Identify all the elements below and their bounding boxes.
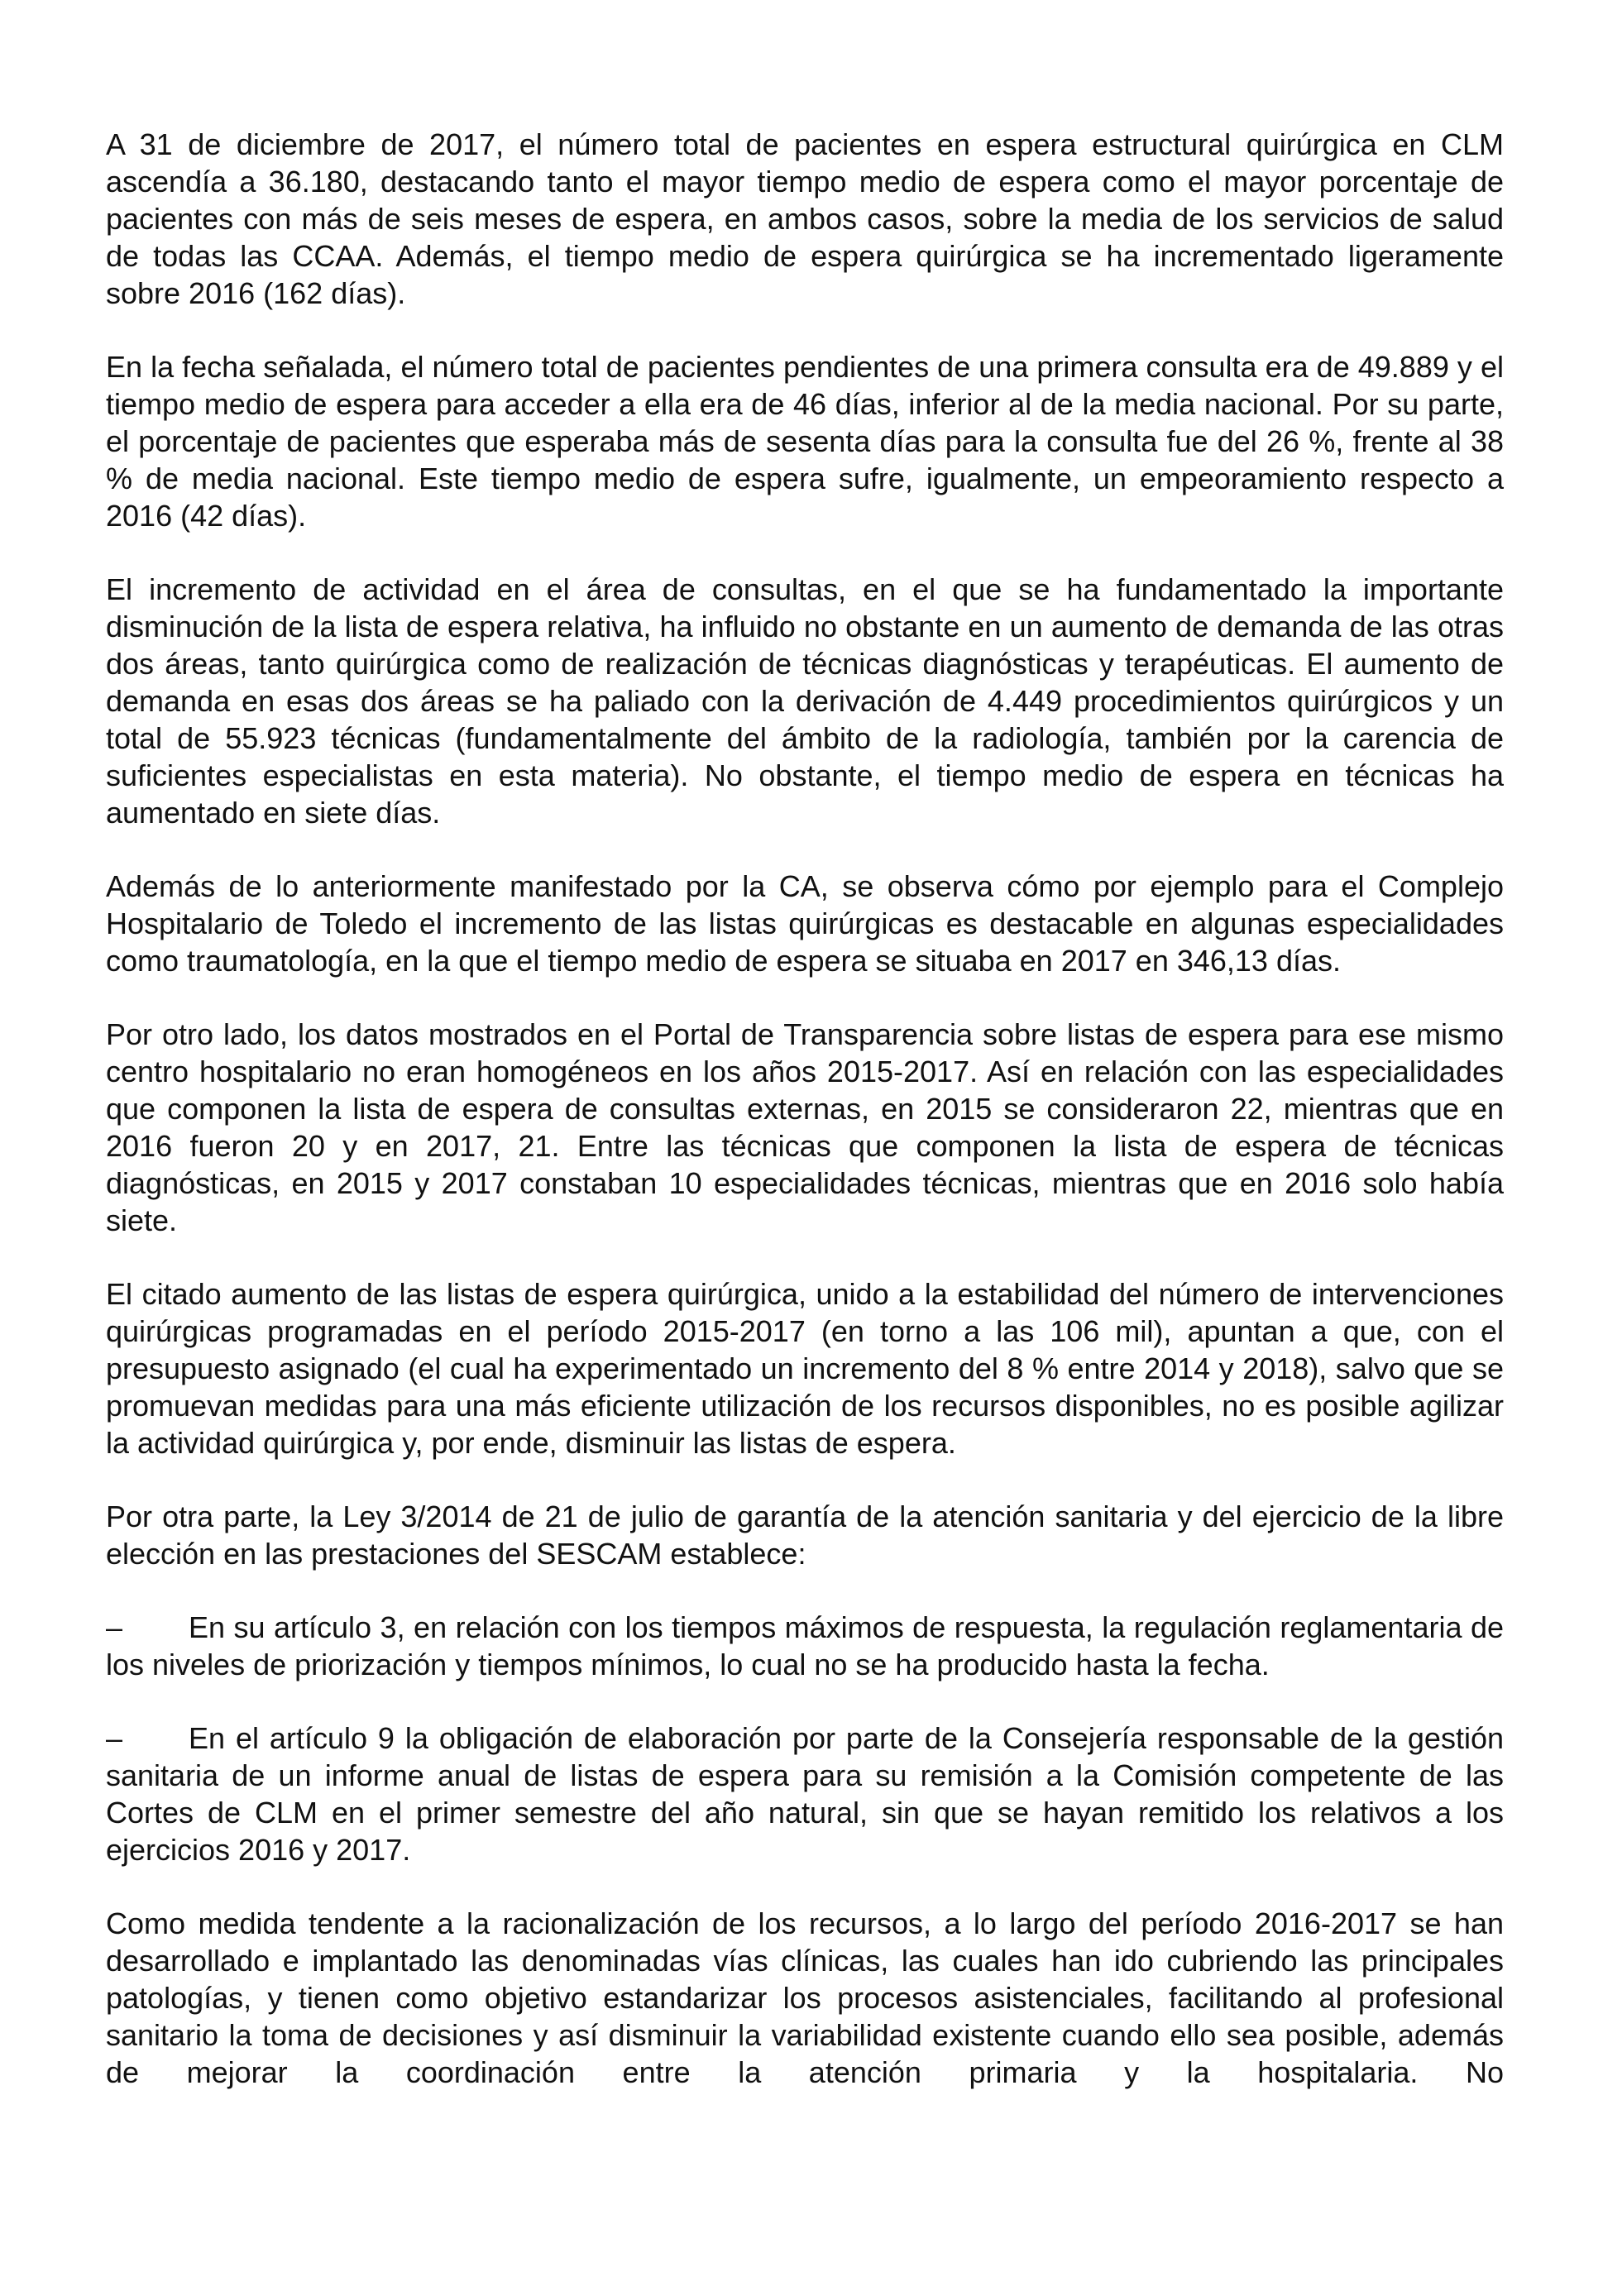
document-page [106,126,1504,2091]
paragraph-waiting-list-surgical: A 31 de diciembre de 2017, el número total de pacientes en espera estructural quirúrgica en CLM ascendía a 36.180, destacando tanto el mayor tiempo medio de espera como el mayor porcentaje de pacientes con más de seis meses de espera, en ambos casos, sobre la media de los servicios de salud de todas las CCAA. Además, el tiempo medio de espera quirúrgica se ha incrementado ligeramente sobre 2016 (162 días). [106,127,1504,310]
paragraph-clinical-pathways: Como medida tendente a la racionalización de los recursos, a lo largo del período 2016-2017 se han desarrollado e implantado las denominadas vías clínicas, las cuales han ido cubriendo las principales patologías, y tienen como objetivo estandarizar los procesos asistenciales, facilitando al profesional sanitario la toma de decisiones y así disminuir la variabilidad existente cuando ello sea posible, además de mejorar la coordinación entre la atención primaria y la hospitalaria. No [106,1906,1504,2089]
bullet-dash-icon: – [106,1610,123,1644]
bullet-dash-icon: – [106,1721,123,1755]
paragraph-first-consultation: En la fecha señalada, el número total de pacientes pendientes de una primera consulta era de 49.889 y el tiempo medio de espera para acceder a ella era de 46 días, inferior al de la media nacional. Por su parte, el porcentaje de pacientes que esperaba más de sesenta días para la consulta fue del 26 %, frente al 38 % de media nacional. Este tiempo medio de espera sufre, igualmente, un empeoramiento respecto a 2016 (42 días). [106,350,1504,533]
bullet-item-article-9 [106,1720,1504,1868]
bullet-text: En su artículo 3, en relación con los tiempos máximos de respuesta, la regulación reglamentaria de los niveles de priorización y tiempos mínimos, lo cual no se ha producido hasta la fecha. [106,1610,1504,1681]
paragraph-surgical-lists-budget: El citado aumento de las listas de espera quirúrgica, unido a la estabilidad del número de intervenciones quirúrgicas programadas en el período 2015-2017 (en torno a las 106 mil), apuntan a que, con el presupuesto asignado (el cual ha experimentado un incremento del 8 % entre 2014 y 2018), salvo que se promuevan medidas para una más eficiente utilización de los recursos disponibles, no es posible agilizar la actividad quirúrgica y, por ende, disminuir las listas de espera. [106,1277,1504,1460]
paragraph-law-3-2014: Por otra parte, la Ley 3/2014 de 21 de julio de garantía de la atención sanitaria y del ejercicio de la libre elección en las prestaciones del SESCAM establece: [106,1500,1504,1571]
paragraph-transparency-portal: Por otro lado, los datos mostrados en el Portal de Transparencia sobre listas de espera para ese mismo centro hospitalario no eran homogéneos en los años 2015-2017. Así en relación con las especialidades que componen la lista de espera de consultas externas, en 2015 se consideraron 22, mientras que en 2016 fueron 20 y en 2017, 21. Entre las técnicas que componen la lista de espera de técnicas diagnósticas, en 2015 y 2017 constaban 10 especialidades técnicas, mientras que en 2016 solo había siete. [106,1017,1504,1237]
paragraph-toledo-hospital: Además de lo anteriormente manifestado por la CA, se observa cómo por ejemplo para el Complejo Hospitalario de Toledo el incremento de las listas quirúrgicas es destacable en algunas especialidades como traumatología, en la que el tiempo medio de espera se situaba en 2017 en 346,13 días. [106,869,1504,978]
bullet-item-article-3 [106,1609,1504,1683]
paragraph-consultation-activity: El incremento de actividad en el área de consultas, en el que se ha fundamentado la importante disminución de la lista de espera relativa, ha influido no obstante en un aumento de demanda de las otras dos áreas, tanto quirúrgica como de realización de técnicas diagnósticas y terapéuticas. El aumento de demanda en esas dos áreas se ha paliado con la derivación de 4.449 procedimientos quirúrgicos y un total de 55.923 técnicas (fundamentalmente del ámbito de la radiología, también por la carencia de suficientes especialistas en esta materia). No obstante, el tiempo medio de espera en técnicas ha aumentado en siete días. [106,572,1504,830]
bullet-text: En el artículo 9 la obligación de elaboración por parte de la Consejería responsable de la gestión sanitaria de un informe anual de listas de espera para su remisión a la Comisión competente de las Cortes de CLM en el primer semestre del año natural, sin que se hayan remitido los relativos a los ejercicios 2016 y 2017. [106,1721,1504,1867]
